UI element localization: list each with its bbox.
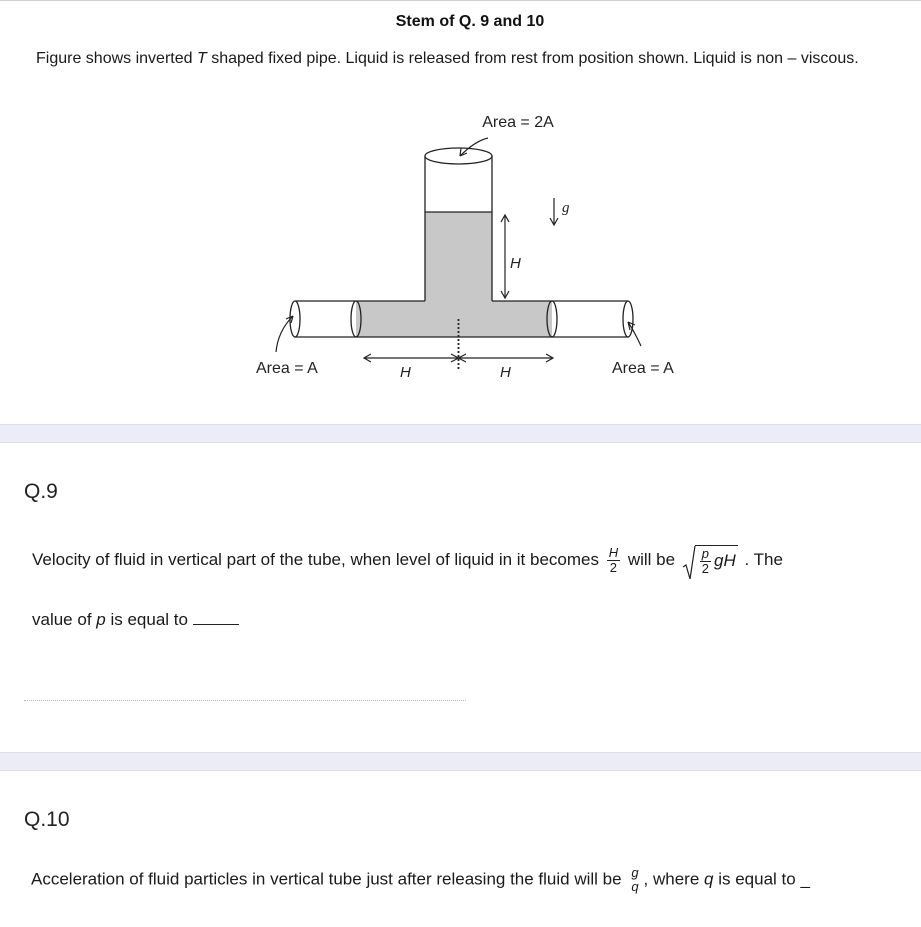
q9-line2-before: value of xyxy=(32,610,97,629)
q10-text-after: is equal to _ xyxy=(713,869,810,889)
q9-frac-num: H xyxy=(608,545,619,560)
H-right-label: H xyxy=(500,364,511,381)
q9-sqrt-num: p xyxy=(701,546,710,561)
q9-line2 xyxy=(32,610,239,630)
q9-line2-var: p xyxy=(96,610,106,629)
H-left-label: H xyxy=(400,364,411,381)
q9-sqrt-frac xyxy=(700,547,711,576)
q9-label: Q.9 xyxy=(24,480,58,503)
q9-frac-den: 2 xyxy=(609,560,618,575)
q9-text xyxy=(32,545,783,576)
q9-sqrt xyxy=(682,545,738,576)
q9-answer-blank[interactable] xyxy=(193,623,239,625)
t-pipe-figure xyxy=(250,106,690,396)
H-vertical-label: H xyxy=(510,255,521,272)
stem-text xyxy=(36,44,911,74)
dotted-divider xyxy=(24,700,466,701)
q9-line2-after: is equal to xyxy=(105,610,193,629)
area-left-label: Area = A xyxy=(256,360,318,377)
q10-fraction xyxy=(629,866,640,894)
g-label: g xyxy=(562,200,570,216)
stem-text-part2: shaped fixed pipe. Liquid is released from rest from position shown. Liquid is non – viscous. xyxy=(206,50,859,67)
area-right-label: Area = A xyxy=(612,360,674,377)
q10-frac-num: g xyxy=(631,865,639,880)
q9-sqrt-body xyxy=(695,545,738,576)
q10-text xyxy=(31,866,810,894)
q9-sqrt-den: 2 xyxy=(701,561,710,576)
separator-band-1 xyxy=(0,424,921,443)
separator-band-2 xyxy=(0,752,921,771)
q10-text-mid: , where xyxy=(643,869,705,889)
q10-frac-den: q xyxy=(631,879,639,894)
q9-text-after: . The xyxy=(739,549,783,569)
q10-label: Q.10 xyxy=(24,808,70,831)
q9-fraction xyxy=(607,546,620,575)
q9-text-before: Velocity of fluid in vertical part of the tube, when level of liquid in it becomes xyxy=(32,549,604,569)
radical-sign-icon xyxy=(682,545,696,581)
q10-var: q xyxy=(704,869,714,889)
area-top-label: Area = 2A xyxy=(482,114,554,131)
q9-sqrt-tail: gH xyxy=(714,550,736,570)
stem-title: Stem of Q. 9 and 10 xyxy=(395,13,545,30)
t-pipe-diagram xyxy=(250,106,690,396)
stem-text-T: T xyxy=(196,50,207,67)
top-border xyxy=(0,0,921,1)
stem-text-part1: Figure shows inverted xyxy=(36,50,197,67)
q10-text-before: Acceleration of fluid particles in vertical tube just after releasing the fluid will be xyxy=(31,869,627,889)
q9-text-mid: will be xyxy=(623,549,680,569)
